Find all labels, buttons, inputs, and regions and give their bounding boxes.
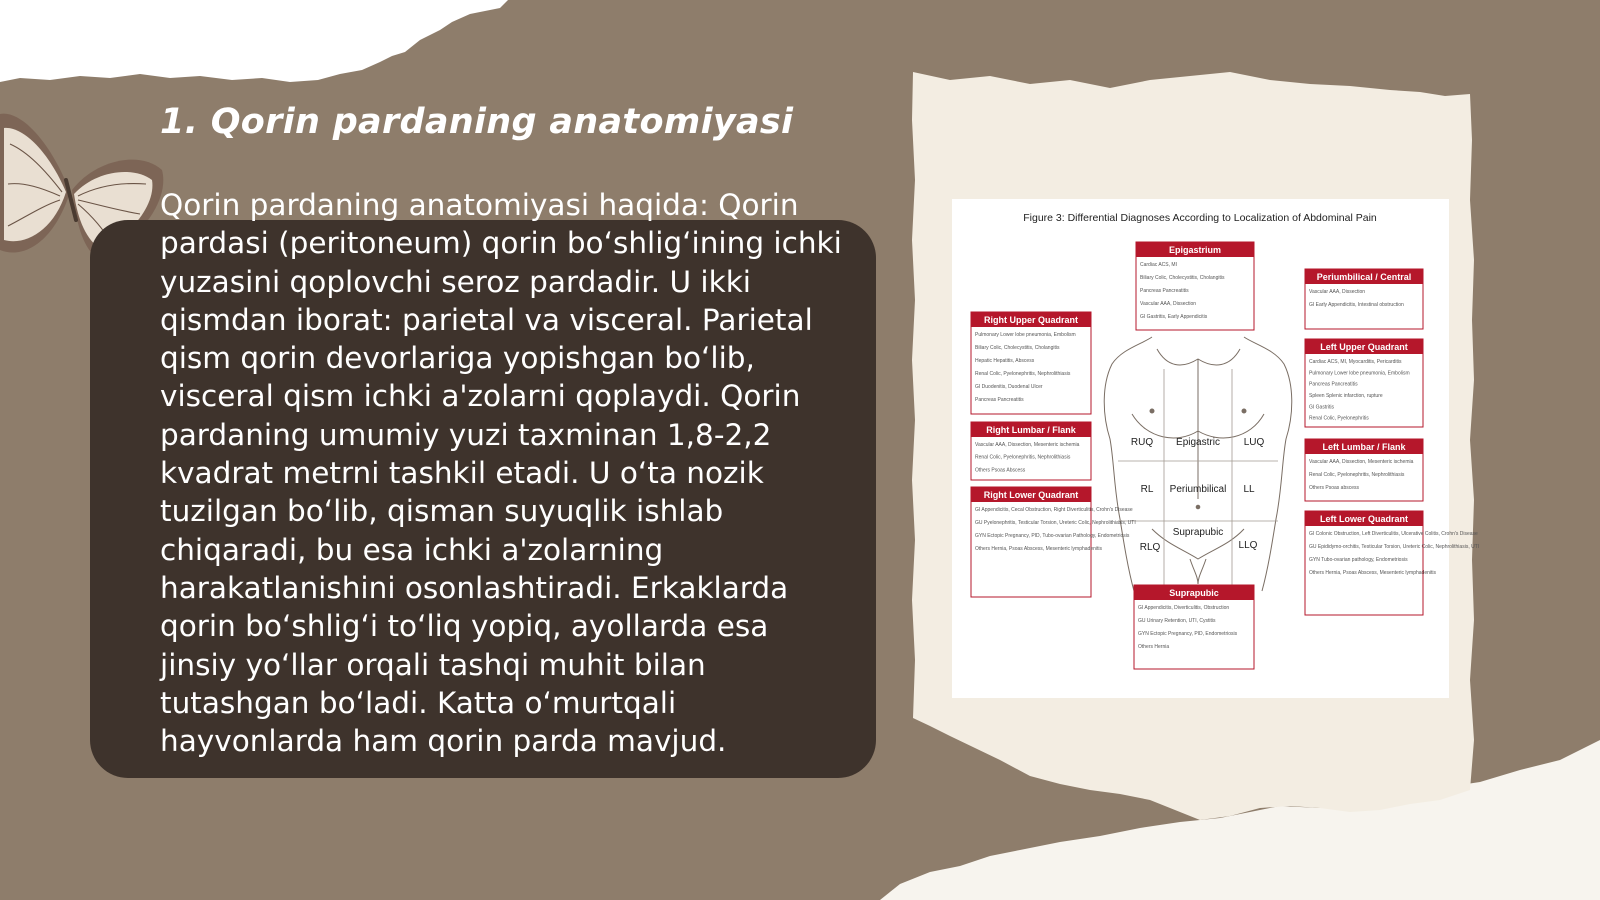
diagnosis-box-line: Spleen Splenic infarction, rupture <box>1309 393 1383 399</box>
diagnosis-box-title: Suprapubic <box>1169 588 1219 598</box>
diagnosis-box-line: GI Appendicitis, Diverticulitis, Obstruction <box>1138 605 1230 611</box>
diagnosis-box-title: Left Lower Quadrant <box>1319 514 1409 524</box>
diagnosis-box-line: Others Hernia, Psoas Abscess, Mesenteric lymphadenitis <box>1309 570 1436 576</box>
diagnosis-box-line: Vascular AAA, Dissection, Mesenteric ischemia <box>1309 459 1414 465</box>
diagnosis-box-line: GU Pyelonephritis, Testicular Torsion, Ureteric Colic, Nephrolithiasis, UTI <box>975 520 1136 526</box>
figure-canvas <box>952 199 1480 698</box>
slide-body-text: Qorin pardaning anatomiyasi haqida: Qorin pardasi (peritoneum) qorin bo‘shlig‘ining ichki yuzasini qoplovchi seroz pardadir. U ikki qismdan iborat: parietal va visceral. Parietal qism qorin devorlariga yopishgan bo‘lib, visceral qism ichki a'zolarni qoplaydi. Qorin pardaning umumiy yuzi taxminan 1,8-2,2 kvadrat metrni tashkil etadi. U o‘ta nozik tuzilgan bo‘lib, qisman suyuqlik ishlab chiqaradi, bu esa ichki a'zolarning harakatlanishini osonlashtiradi. Erkaklarda qorin bo‘shlig‘i to‘liq yopiq, ayollarda esa jinsiy yo‘llar orqali tashqi muhit bilan tutashgan bo‘ladi. Katta o‘murtqali hayvonlarda ham qorin parda mavjud. <box>160 188 842 759</box>
diagnosis-box-title: Left Upper Quadrant <box>1320 342 1408 352</box>
diagnosis-box <box>1305 439 1423 501</box>
diagnosis-box-line: Renal Colic, Pyelonephritis, Nephrolithiasis <box>1309 472 1405 478</box>
diagnosis-box-line: GYN Ectopic Pregnancy, PID, Tubo-ovarian Pathology, Endometriosis <box>975 533 1130 539</box>
region-label-ruq: RUQ <box>1130 437 1154 448</box>
torn-paper-top-left <box>0 0 508 82</box>
diagnosis-box <box>1136 242 1254 330</box>
region-label-periumbilical: Periumbilical <box>1169 484 1227 495</box>
diagnosis-box-title: Epigastrium <box>1168 245 1222 255</box>
diagnosis-box-line: Hepatic Hepatitis, Abscess <box>975 358 1035 364</box>
diagnosis-box-line: GYN Ectopic Pregnancy, PID, Endometriosis <box>1138 631 1238 637</box>
region-label-llq: LLQ <box>1238 540 1258 551</box>
diagnosis-box <box>1305 339 1423 427</box>
diagnosis-box-line: GU Epididymo-orchitis, Testicular Torsion, Ureteric Colic, Nephrolithiasis, UTI <box>1309 544 1480 550</box>
diagnosis-box <box>971 312 1091 414</box>
region-label-rl: RL <box>1140 484 1154 495</box>
diagnosis-box-line: Others Psoas Abscess <box>975 467 1026 474</box>
figure-title: Figure 3: Differential Diagnoses According to Localization of Abdominal Pain <box>1023 212 1377 224</box>
diagnosis-box-line: Pancreas Pancreatitis <box>1309 381 1358 388</box>
abdominal-pain-figure <box>952 199 1480 698</box>
diagnosis-box-line: Vascular AAA, Dissection <box>1309 289 1366 295</box>
diagnosis-box-line: GYN Tubo-ovarian pathology, Endometriosis <box>1309 557 1408 563</box>
diagnosis-box-line: Pancreas Pancreatitis <box>975 397 1024 403</box>
diagnosis-box-line: Pulmonary Lower lobe pneumonia, Embolism <box>975 332 1076 338</box>
region-label-epigastric: Epigastric <box>1176 437 1220 448</box>
diagnosis-box-title: Periumbilical / Central <box>1316 272 1412 282</box>
region-label-luq: LUQ <box>1243 437 1265 448</box>
diagnosis-box-line: Renal Colic, Pyelonephritis, Nephrolithiasis <box>975 371 1071 377</box>
diagnosis-boxes <box>971 242 1479 669</box>
diagnosis-box <box>1305 269 1423 329</box>
diagnosis-box-line: Vascular AAA, Dissection <box>1140 301 1197 307</box>
diagnosis-box-line: Cardiac ACS, MI <box>1140 262 1177 268</box>
diagnosis-box-line: GI Colonic Obstruction, Left Diverticulitis, Ulcerative Colitis, Crohn's Disease <box>1309 531 1478 537</box>
diagnosis-box-title: Right Lumbar / Flank <box>986 425 1076 435</box>
diagnosis-box-title: Right Upper Quadrant <box>984 315 1078 325</box>
diagnosis-box-title: Right Lower Quadrant <box>983 490 1079 500</box>
region-label-suprapubic: Suprapubic <box>1172 527 1224 538</box>
region-label-ll: LL <box>1243 484 1255 495</box>
slide-title: 1. Qorin pardaning anatomiyasi <box>160 102 794 142</box>
diagnosis-box <box>971 487 1136 597</box>
diagnosis-box-line: Pulmonary Lower lobe pneumonia, Embolism <box>1309 370 1410 377</box>
diagnosis-box <box>971 422 1091 480</box>
diagnosis-box-frame <box>1305 511 1423 615</box>
diagnosis-box-line: Others Hernia, Psoas Abscess, Mesenteric lymphadenitis <box>975 546 1102 552</box>
diagnosis-box-line: Renal Colic, Pyelonephritis, Nephrolithiasis <box>975 454 1071 461</box>
diagnosis-box-line: Biliary Colic, Cholecystitis, Cholangitis <box>1140 275 1225 281</box>
diagnosis-box-line: Cardiac ACS, MI, Myocarditis, Pericarditis <box>1309 359 1402 365</box>
diagnosis-box-line: GU Urinary Retention, UTI, Cystitis <box>1138 618 1216 624</box>
diagnosis-box-line: GI Gastritis, Early Appendicitis <box>1140 314 1208 320</box>
diagnosis-box-line: Pancreas Pancreatitis <box>1140 288 1189 294</box>
diagnosis-box-line: Others Hernia <box>1138 644 1170 650</box>
diagnosis-box-line: Renal Colic, Pyelonephritis <box>1309 415 1369 422</box>
diagnosis-box-frame <box>971 487 1091 597</box>
region-label-rlq: RLQ <box>1139 542 1161 553</box>
diagnosis-box-line: GI Duodenitis, Duodenal Ulcer <box>975 384 1043 390</box>
diagnosis-box-line: Biliary Colic, Cholecystitis, Cholangitis <box>975 345 1060 351</box>
diagnosis-box-line: GI Gastritis <box>1309 404 1335 411</box>
diagnosis-box <box>1134 585 1254 669</box>
diagnosis-box-line: GI Early Appendicitis, Intestinal obstruction <box>1309 302 1404 308</box>
diagnosis-box-line: Others Psoas abscess <box>1309 485 1360 491</box>
diagnosis-box-line: Vascular AAA, Dissection, Mesenteric ischemia <box>975 442 1080 448</box>
diagnosis-box-title: Left Lumbar / Flank <box>1322 442 1406 452</box>
diagnosis-box-line: GI Appendicitis, Cecal Obstruction, Right Diverticulitis, Crohn's Disease <box>975 507 1133 513</box>
torso-outline-icon <box>1104 337 1292 591</box>
